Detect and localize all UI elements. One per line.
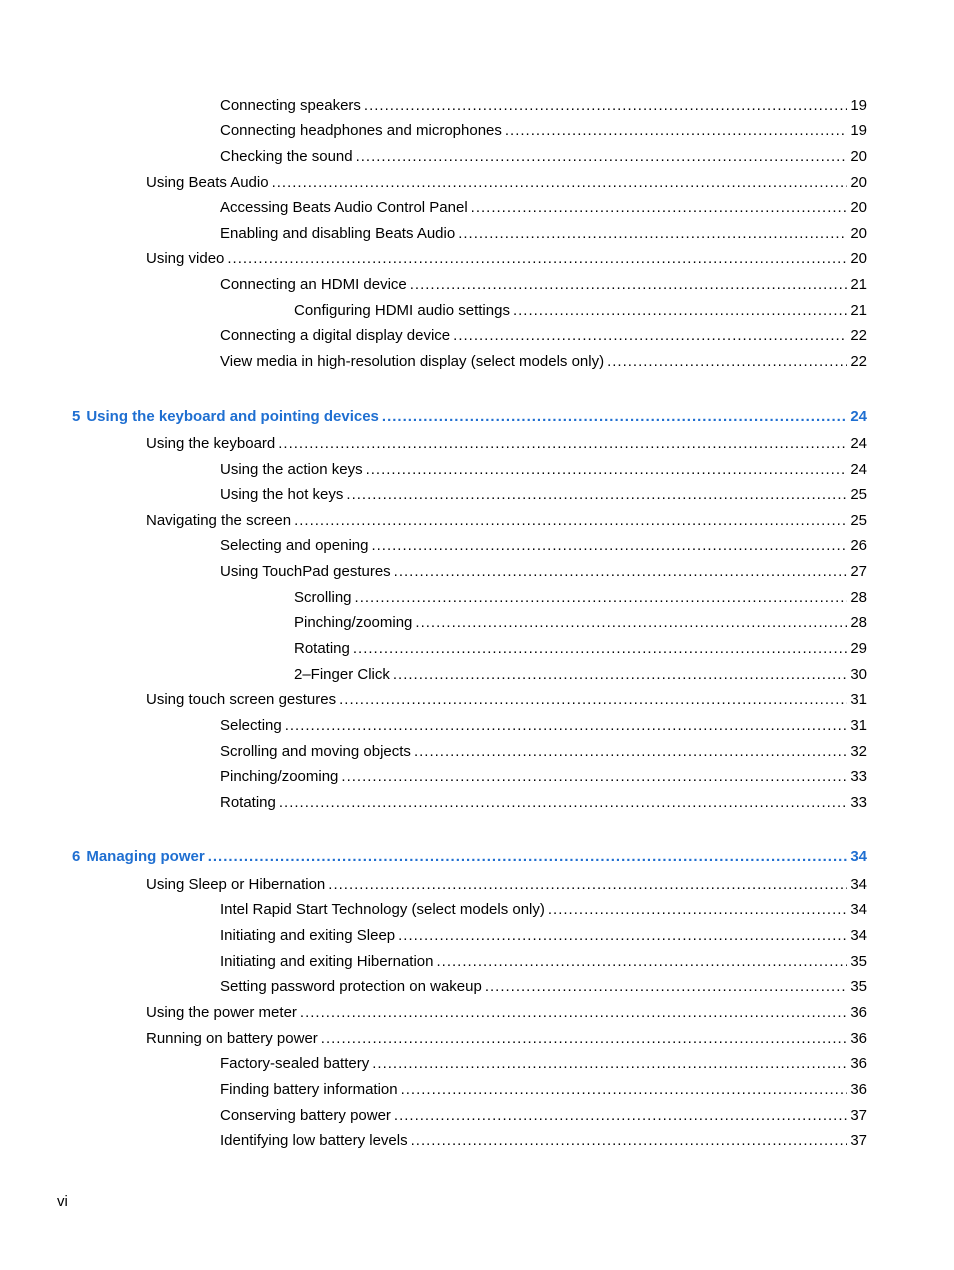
page-number-footer: vi [57,1193,68,1210]
toc-leader-dots [401,1081,848,1099]
toc-leader-dots [208,848,848,866]
toc-entry-title: Using Beats Audio [146,174,269,191]
toc-entry[interactable] [220,199,867,217]
toc-entry[interactable] [220,901,867,919]
toc-page-number: 20 [850,148,867,165]
toc-page-number: 22 [850,327,867,344]
toc-entry-title: Checking the sound [220,148,353,165]
toc-entry-title: View media in high-resolution display (select models only) [220,353,605,370]
toc-page-number: 30 [850,666,867,683]
toc-entry-title: Rotating [220,794,276,811]
toc-entry[interactable] [220,1081,867,1099]
toc-entry-title: Running on battery power [146,1030,318,1047]
toc-entry[interactable] [220,327,867,345]
toc-entry[interactable] [146,174,867,192]
toc-entry-title: Connecting speakers [220,97,361,114]
toc-entry-title: Configuring HDMI audio settings [294,302,510,319]
toc-leader-dots [341,768,847,786]
toc-entry-title: Scrolling and moving objects [220,743,411,760]
toc-entry-title: Using video [146,250,225,267]
toc-entry-title: Accessing Beats Audio Control Panel [220,199,468,216]
toc-chapter-number: 5 [72,408,81,425]
toc-entry-title: Using Sleep or Hibernation [146,876,326,893]
toc-entry[interactable] [220,225,867,243]
toc-entry-title: Using TouchPad gestures [220,563,391,580]
toc-entry[interactable] [220,768,867,786]
toc-entry-title: Finding battery information [220,1081,398,1098]
toc-page-number: 21 [850,276,867,293]
toc-entry-title: 2–Finger Click [294,666,390,683]
toc-leader-dots [505,122,847,140]
toc-entry-title: Factory-sealed battery [220,1055,370,1072]
toc-page-number: 35 [850,953,867,970]
toc-leader-dots [272,174,848,192]
toc-entry[interactable] [220,953,867,971]
toc-leader-dots [328,876,847,894]
toc-entry-title: Enabling and disabling Beats Audio [220,225,456,242]
toc-entry-title: Identifying low battery levels [220,1132,408,1149]
toc-entry-title: Connecting headphones and microphones [220,122,502,139]
toc-page-number: 19 [850,97,867,114]
toc-entry[interactable] [146,250,867,268]
toc-entry-title: Using the keyboard [146,435,276,452]
toc-entry[interactable] [220,537,867,555]
toc-entry[interactable] [220,1107,867,1125]
toc-entry[interactable] [294,589,867,607]
toc-entry[interactable] [220,353,867,371]
toc-leader-dots [356,148,848,166]
toc-page-number: 35 [850,978,867,995]
toc-page-number: 36 [850,1030,867,1047]
toc-entry[interactable] [220,97,867,115]
toc-page-number: 29 [850,640,867,657]
toc-page-number: 22 [850,353,867,370]
toc-entry-title: Pinching/zooming [220,768,339,785]
toc-page-number: 36 [850,1004,867,1021]
toc-leader-dots [393,666,847,684]
toc-leader-dots [453,327,847,345]
toc-leader-dots [353,640,847,658]
toc-entry[interactable] [220,717,867,735]
toc-page-number: 34 [850,848,867,865]
toc-chapter-title [72,848,205,866]
toc-entry-title: Using the action keys [220,461,363,478]
toc-entry-title: Scrolling [294,589,352,606]
toc-page-number: 26 [850,537,867,554]
toc-entry-title: Selecting and opening [220,537,369,554]
toc-entry[interactable] [294,302,867,320]
toc-entry-title: Using the hot keys [220,486,344,503]
toc-entry[interactable] [220,148,867,166]
toc-entry[interactable] [294,614,867,632]
toc-page-number: 25 [850,512,867,529]
toc-page-number: 36 [850,1055,867,1072]
toc-entry[interactable] [146,1004,867,1022]
toc-leader-dots [321,1030,848,1048]
toc-entry[interactable] [220,122,867,140]
toc-page-number: 32 [850,743,867,760]
toc-entry-title: Rotating [294,640,350,657]
toc-page-number: 20 [850,250,867,267]
toc-page-number: 20 [850,199,867,216]
toc-entry[interactable] [146,1030,867,1048]
toc-leader-dots [548,901,847,919]
toc-page-number: 20 [850,225,867,242]
toc-leader-dots [346,486,847,504]
toc-entry-title: Navigating the screen [146,512,292,529]
toc-leader-dots [458,225,847,243]
toc-page-number: 21 [850,302,867,319]
toc-entry-title: Intel Rapid Start Technology (select models only) [220,901,545,918]
toc-leader-dots [394,563,848,581]
toc-leader-dots [278,435,847,453]
toc-entry[interactable] [146,876,867,894]
toc-entry[interactable] [220,927,867,945]
toc-leader-dots [279,794,847,812]
toc-page-number: 19 [850,122,867,139]
toc-leader-dots [485,978,847,996]
toc-chapter-title [72,408,379,426]
toc-entry-title: Using touch screen gestures [146,691,337,708]
toc-entry-title: Conserving battery power [220,1107,391,1124]
toc-chapter-6-link[interactable] [72,848,867,866]
toc-page-number: 34 [850,901,867,918]
toc-leader-dots [371,537,847,555]
toc-entry[interactable] [294,666,867,684]
toc-chapter-number: 6 [72,848,81,865]
toc-entry-title: Connecting an HDMI device [220,276,407,293]
toc-entry-title: Using the power meter [146,1004,297,1021]
toc-entry-title: Connecting a digital display device [220,327,451,344]
toc-leader-dots [513,302,847,320]
toc-chapter-label: Using the keyboard and pointing devices [86,408,379,425]
toc-leader-dots [607,353,847,371]
toc-entry[interactable] [146,512,867,530]
toc-leader-dots [300,1004,847,1022]
toc-page-number: 31 [850,717,867,734]
toc-leader-dots [410,276,848,294]
toc-page-number: 31 [850,691,867,708]
toc-entry[interactable] [220,743,867,761]
toc-entry[interactable] [220,978,867,996]
toc-page-number: 24 [850,408,867,425]
toc-entry[interactable] [220,1132,867,1150]
toc-page-number: 37 [850,1132,867,1149]
toc-page-number: 34 [850,876,867,893]
toc-entry-title: Selecting [220,717,282,734]
toc-leader-dots [285,717,848,735]
toc-entry[interactable] [220,461,867,479]
toc-page-number: 33 [850,794,867,811]
toc-chapter-5-link[interactable] [72,408,867,426]
toc-entry-title: Setting password protection on wakeup [220,978,482,995]
toc-page-number: 34 [850,927,867,944]
toc-entry[interactable] [146,435,867,453]
toc-leader-dots [364,97,847,115]
toc-leader-dots [227,250,847,268]
toc-entry[interactable] [146,691,867,709]
toc-page-number: 25 [850,486,867,503]
toc-leader-dots [372,1055,847,1073]
toc-page-number: 20 [850,174,867,191]
toc-leader-dots [436,953,847,971]
toc-leader-dots [411,1132,848,1150]
toc-entry[interactable] [220,276,867,294]
toc-leader-dots [471,199,848,217]
toc-entry-title: Initiating and exiting Hibernation [220,953,434,970]
toc-page-number: 24 [850,461,867,478]
toc-leader-dots [414,743,847,761]
toc-leader-dots [382,408,847,426]
toc-leader-dots [366,461,848,479]
toc-chapter-label: Managing power [86,848,205,865]
toc-leader-dots [355,589,848,607]
toc-page-number: 36 [850,1081,867,1098]
toc-leader-dots [415,614,847,632]
toc-entry[interactable] [294,640,867,658]
toc-page-number: 37 [850,1107,867,1124]
toc-entry-title: Pinching/zooming [294,614,413,631]
toc-entry[interactable] [220,486,867,504]
toc-page-number: 27 [850,563,867,580]
toc-leader-dots [394,1107,847,1125]
toc-page-number: 28 [850,614,867,631]
toc-leader-dots [398,927,847,945]
toc-page-number: 28 [850,589,867,606]
toc-entry[interactable] [220,794,867,812]
toc-leader-dots [294,512,847,530]
toc-page-number: 33 [850,768,867,785]
toc-entry[interactable] [220,1055,867,1073]
toc-entry[interactable] [220,563,867,581]
toc-entry-title: Initiating and exiting Sleep [220,927,396,944]
toc-leader-dots [339,691,847,709]
toc-page-number: 24 [850,435,867,452]
